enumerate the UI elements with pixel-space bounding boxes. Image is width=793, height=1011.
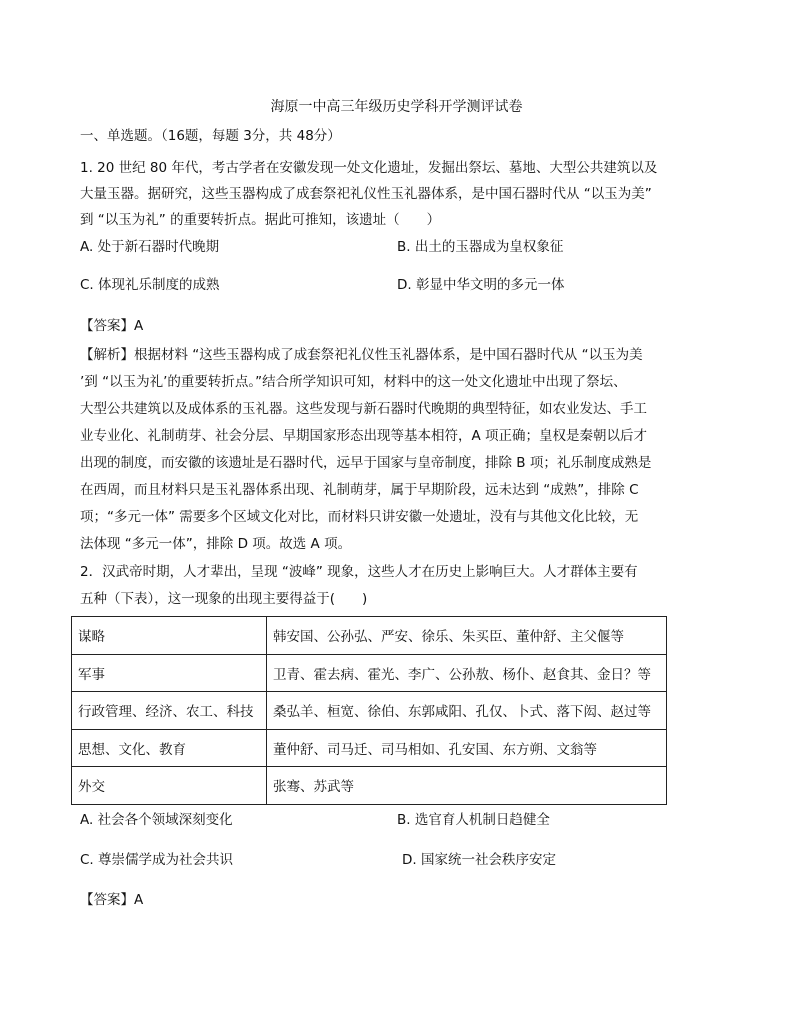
q1-analysis-line: 在西周，而且材料只是玉礼器体系出现、礼制萌芽，属于早期阶段，远未达到 “成熟”，排除 C <box>80 482 639 498</box>
q1-option-a: A. 处于新石器时代晚期 <box>80 239 220 255</box>
q1-analysis-line: 法体现 “多元一体”，排除 D 项。故选 A 项。 <box>80 536 352 552</box>
q1-analysis-line: 【解析】根据材料 “这些玉器构成了成套祭祀礼仪性玉礼器体系，是中国石器时代从 “以玉为美 <box>80 347 643 363</box>
q1-option-b: B. 出土的玉器成为皇权象征 <box>397 239 564 255</box>
q2-option-d: D. 国家统一社会秩序安定 <box>402 852 556 868</box>
page-title: 海原一中高三年级历史学科开学测评试卷 <box>270 99 523 115</box>
q1-analysis-line: 项；“多元一体” 需要多个区域文化对比，而材料只讲安徽一处遗址，没有与其他文化比较，无 <box>80 509 639 525</box>
table-cell-category: 行政管理、经济、农工、科技 <box>72 692 267 730</box>
table-cell-category: 军事 <box>72 654 267 692</box>
q2-option-b: B. 选官育人机制日趋健全 <box>397 812 550 828</box>
table-cell-people: 张骞、苏武等 <box>267 767 667 805</box>
table-cell-category: 思想、文化、教育 <box>72 729 267 767</box>
section-heading: 一、单选题。（16题，每题 3分，共 48分） <box>80 128 341 144</box>
q1-analysis-line: 大型公共建筑以及成体系的玉礼器。这些发现与新石器时代晚期的典型特征，如农业发达、手工 <box>80 401 647 417</box>
table-cell-people: 桑弘羊、桓宽、徐伯、东郭咸阳、孔仅、卜式、落下闳、赵过等 <box>267 692 667 730</box>
table-cell-category: 谋略 <box>72 617 267 655</box>
table-row <box>72 692 667 730</box>
table-cell-people: 韩安国、公孙弘、严安、徐乐、朱买臣、董仲舒、主父偃等 <box>267 617 667 655</box>
q2-answer: 【答案】A <box>80 892 144 908</box>
table-cell-people: 卫青、霍去病、霍光、李广、公孙敖、杨仆、赵食其、金日？等 <box>267 654 667 692</box>
q1-analysis-line: 出现的制度，而安徽的该遗址是石器时代，远早于国家与皇帝制度，排除 B 项；礼乐制度成熟是 <box>80 455 652 471</box>
q1-option-d: D. 彰显中华文明的多元一体 <box>397 277 565 293</box>
q1-stem-line: 到 “以玉为礼” 的重要转折点。据此可推知，该遗址（ ） <box>80 212 441 228</box>
table-cell-people: 董仲舒、司马迁、司马相如、孔安国、东方朔、文翁等 <box>267 729 667 767</box>
q1-option-c: C. 体现礼乐制度的成熟 <box>80 277 220 293</box>
table-row <box>72 617 667 655</box>
q1-analysis-line: ’到 “以玉为礼’的重要转折点。”结合所学知识可知，材料中的这一处文化遗址中出现了祭坛、 <box>80 374 627 390</box>
table-cell-category: 外交 <box>72 767 267 805</box>
q2-stem-line: 五种（下表），这一现象的出现主要得益于( ) <box>80 591 368 607</box>
q2-stem-line: 2．汉武帝时期，人才辈出，呈现 “波峰” 现象，这些人才在历史上影响巨大。人才群体主要有 <box>80 564 638 580</box>
table-row <box>72 654 667 692</box>
q1-stem-line: 1. 20 世纪 80 年代，考古学者在安徽发现一处文化遗址，发掘出祭坛、墓地、大型公共建筑以及 <box>80 160 658 176</box>
table-row <box>72 729 667 767</box>
q1-answer: 【答案】A <box>80 318 144 334</box>
q2-option-a: A. 社会各个领域深刻变化 <box>80 812 233 828</box>
talent-table <box>71 616 667 805</box>
q1-stem-line: 大量玉器。据研究，这些玉器构成了成套祭祀礼仪性玉礼器体系，是中国石器时代从 “以玉为美” <box>80 186 652 202</box>
q1-analysis-line: 业专业化、礼制萌芽、社会分层、早期国家形态出现等基本相符，A 项正确；皇权是秦朝以后才 <box>80 428 648 444</box>
table-row <box>72 767 667 805</box>
q2-option-c: C. 尊崇儒学成为社会共识 <box>80 852 234 868</box>
